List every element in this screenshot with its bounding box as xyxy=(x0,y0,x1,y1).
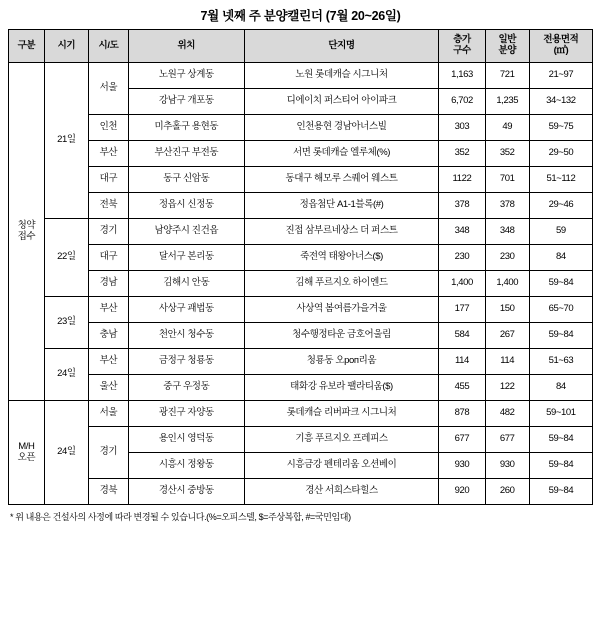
area-cell: 51~112 xyxy=(529,167,592,193)
complex-name-cell: 경산 서희스타힐스 xyxy=(244,479,439,505)
sido-cell: 부산 xyxy=(88,141,128,167)
table-row xyxy=(9,115,593,141)
table-row xyxy=(9,219,593,245)
location-cell: 정읍시 신정동 xyxy=(128,193,244,219)
date-cell: 21일 xyxy=(44,63,88,219)
general-supply-cell: 122 xyxy=(485,375,529,401)
sido-cell: 경남 xyxy=(88,271,128,297)
sido-cell: 경기 xyxy=(88,427,128,479)
area-cell: 84 xyxy=(529,375,592,401)
general-supply-cell: 1,235 xyxy=(485,89,529,115)
sido-cell: 부산 xyxy=(88,297,128,323)
area-cell: 59~84 xyxy=(529,427,592,453)
complex-name-cell: 태화강 유보라 팰라티움($) xyxy=(244,375,439,401)
location-cell: 동구 신암동 xyxy=(128,167,244,193)
table-row xyxy=(9,349,593,375)
area-cell: 59~84 xyxy=(529,479,592,505)
total-units-cell: 114 xyxy=(439,349,485,375)
complex-name-cell: 동대구 해모루 스퀘어 웨스트 xyxy=(244,167,439,193)
table-footnote: * 위 내용은 건설사의 사정에 따라 변경될 수 있습니다.(%=오피스텔, $=주상복합, #=국민임대) xyxy=(10,512,351,522)
page-title: 7월 넷째 주 분양캘린더 (7월 20~26일) xyxy=(200,9,401,23)
general-supply-cell: 701 xyxy=(485,167,529,193)
date-cell: 22일 xyxy=(44,219,88,297)
total-units-cell: 455 xyxy=(439,375,485,401)
column-header-location: 위치 xyxy=(128,30,244,63)
date-cell: 24일 xyxy=(44,401,88,505)
complex-name-cell: 사상역 봄여름가을겨울 xyxy=(244,297,439,323)
location-cell: 광진구 자양동 xyxy=(128,401,244,427)
table-row xyxy=(9,245,593,271)
column-header-total-units xyxy=(439,30,485,63)
complex-name-cell: 정읍첨단 A1-1블록(#) xyxy=(244,193,439,219)
table-row xyxy=(9,167,593,193)
general-supply-cell: 114 xyxy=(485,349,529,375)
location-cell: 김해시 안동 xyxy=(128,271,244,297)
total-units-cell: 584 xyxy=(439,323,485,349)
general-supply-cell: 721 xyxy=(485,63,529,89)
total-units-cell: 1,400 xyxy=(439,271,485,297)
column-header-complex-name: 단지명 xyxy=(244,30,439,63)
area-cell: 29~50 xyxy=(529,141,592,167)
complex-name-cell: 청수행정타운 금호어울림 xyxy=(244,323,439,349)
complex-name-cell: 롯데캐슬 리버파크 시그니처 xyxy=(244,401,439,427)
location-cell: 노원구 상계동 xyxy=(128,63,244,89)
table-row xyxy=(9,427,593,453)
total-units-cell: 230 xyxy=(439,245,485,271)
total-units-cell: 677 xyxy=(439,427,485,453)
location-cell: 시흥시 정왕동 xyxy=(128,453,244,479)
total-units-cell: 1,163 xyxy=(439,63,485,89)
complex-name-cell: 진접 삼부르네상스 더 퍼스트 xyxy=(244,219,439,245)
table-row xyxy=(9,141,593,167)
location-cell: 용인시 영덕동 xyxy=(128,427,244,453)
location-cell: 달서구 본리동 xyxy=(128,245,244,271)
table-header-row xyxy=(9,30,593,63)
column-header-general-supply xyxy=(485,30,529,63)
complex-name-cell: 시흥금강 펜테리움 오션베이 xyxy=(244,453,439,479)
location-cell: 중구 우정동 xyxy=(128,375,244,401)
location-cell: 남양주시 진건읍 xyxy=(128,219,244,245)
general-supply-cell: 348 xyxy=(485,219,529,245)
general-supply-cell: 378 xyxy=(485,193,529,219)
area-cell: 59~84 xyxy=(529,453,592,479)
general-supply-cell: 150 xyxy=(485,297,529,323)
total-units-cell: 878 xyxy=(439,401,485,427)
column-header-general-supply-line1: 일반 xyxy=(498,34,516,46)
general-supply-cell: 49 xyxy=(485,115,529,141)
sido-cell: 경북 xyxy=(88,479,128,505)
location-cell: 천안시 청수동 xyxy=(128,323,244,349)
total-units-cell: 177 xyxy=(439,297,485,323)
sido-cell: 울산 xyxy=(88,375,128,401)
table-row xyxy=(9,375,593,401)
general-supply-cell: 1,400 xyxy=(485,271,529,297)
table-row xyxy=(9,401,593,427)
column-header-area-line2: (㎡) xyxy=(553,45,569,56)
table-row xyxy=(9,193,593,219)
table-row xyxy=(9,479,593,505)
column-header-sido: 시/도 xyxy=(88,30,128,63)
total-units-cell: 930 xyxy=(439,453,485,479)
location-cell: 강남구 개포동 xyxy=(128,89,244,115)
supply-calendar-table xyxy=(8,29,593,505)
complex-name-cell: 죽전역 태왕아너스($) xyxy=(244,245,439,271)
complex-name-cell: 기흥 푸르지오 프레피스 xyxy=(244,427,439,453)
sido-cell: 대구 xyxy=(88,245,128,271)
location-cell: 경산시 중방동 xyxy=(128,479,244,505)
complex-name-cell: 인천용현 경남아너스빌 xyxy=(244,115,439,141)
total-units-cell: 303 xyxy=(439,115,485,141)
complex-name-cell: 김해 푸르지오 하이엔드 xyxy=(244,271,439,297)
column-header-area xyxy=(529,30,592,63)
table-body xyxy=(9,63,593,505)
sido-cell: 부산 xyxy=(88,349,128,375)
sido-cell: 서울 xyxy=(88,63,128,115)
location-cell: 미추홀구 용현동 xyxy=(128,115,244,141)
table-row xyxy=(9,63,593,89)
general-supply-cell: 352 xyxy=(485,141,529,167)
area-cell: 51~63 xyxy=(529,349,592,375)
area-cell: 59~84 xyxy=(529,323,592,349)
area-cell: 29~46 xyxy=(529,193,592,219)
general-supply-cell: 230 xyxy=(485,245,529,271)
area-cell: 59 xyxy=(529,219,592,245)
column-header-area-line1: 전용면적 xyxy=(543,34,579,46)
complex-name-cell: 서면 롯데캐슬 엘루체(%) xyxy=(244,141,439,167)
area-cell: 59~101 xyxy=(529,401,592,427)
column-header-total-units-line2: 구수 xyxy=(453,45,471,56)
total-units-cell: 1122 xyxy=(439,167,485,193)
general-supply-cell: 482 xyxy=(485,401,529,427)
column-header-general-supply-line2: 분양 xyxy=(498,45,516,56)
complex-name-cell: 청룡동 오роп리움 xyxy=(244,349,439,375)
total-units-cell: 348 xyxy=(439,219,485,245)
sido-cell: 경기 xyxy=(88,219,128,245)
area-cell: 84 xyxy=(529,245,592,271)
area-cell: 21~97 xyxy=(529,63,592,89)
general-supply-cell: 267 xyxy=(485,323,529,349)
group-cell-subscription: 청약 접수 xyxy=(9,63,45,401)
sido-cell: 충남 xyxy=(88,323,128,349)
group-cell-mh-open: M/H 오픈 xyxy=(9,401,45,505)
table-row xyxy=(9,271,593,297)
sido-cell: 대구 xyxy=(88,167,128,193)
table-row xyxy=(9,323,593,349)
total-units-cell: 920 xyxy=(439,479,485,505)
column-header-total-units-line1: 층가 xyxy=(453,34,471,46)
total-units-cell: 6,702 xyxy=(439,89,485,115)
sido-cell: 인천 xyxy=(88,115,128,141)
general-supply-cell: 677 xyxy=(485,427,529,453)
area-cell: 59~84 xyxy=(529,271,592,297)
area-cell: 59~75 xyxy=(529,115,592,141)
table-row xyxy=(9,297,593,323)
general-supply-cell: 930 xyxy=(485,453,529,479)
area-cell: 34~132 xyxy=(529,89,592,115)
sido-cell: 서울 xyxy=(88,401,128,427)
table-header xyxy=(9,30,593,63)
sido-cell: 전북 xyxy=(88,193,128,219)
general-supply-cell: 260 xyxy=(485,479,529,505)
total-units-cell: 378 xyxy=(439,193,485,219)
date-cell: 24일 xyxy=(44,349,88,401)
column-header-group: 구분 xyxy=(9,30,45,63)
location-cell: 부산진구 부전동 xyxy=(128,141,244,167)
date-cell: 23일 xyxy=(44,297,88,349)
complex-name-cell: 디에이치 퍼스티어 아이파크 xyxy=(244,89,439,115)
area-cell: 65~70 xyxy=(529,297,592,323)
location-cell: 사상구 괘법동 xyxy=(128,297,244,323)
location-cell: 금정구 청룡동 xyxy=(128,349,244,375)
total-units-cell: 352 xyxy=(439,141,485,167)
column-header-period: 시기 xyxy=(44,30,88,63)
complex-name-cell: 노원 롯데캐슬 시그니처 xyxy=(244,63,439,89)
